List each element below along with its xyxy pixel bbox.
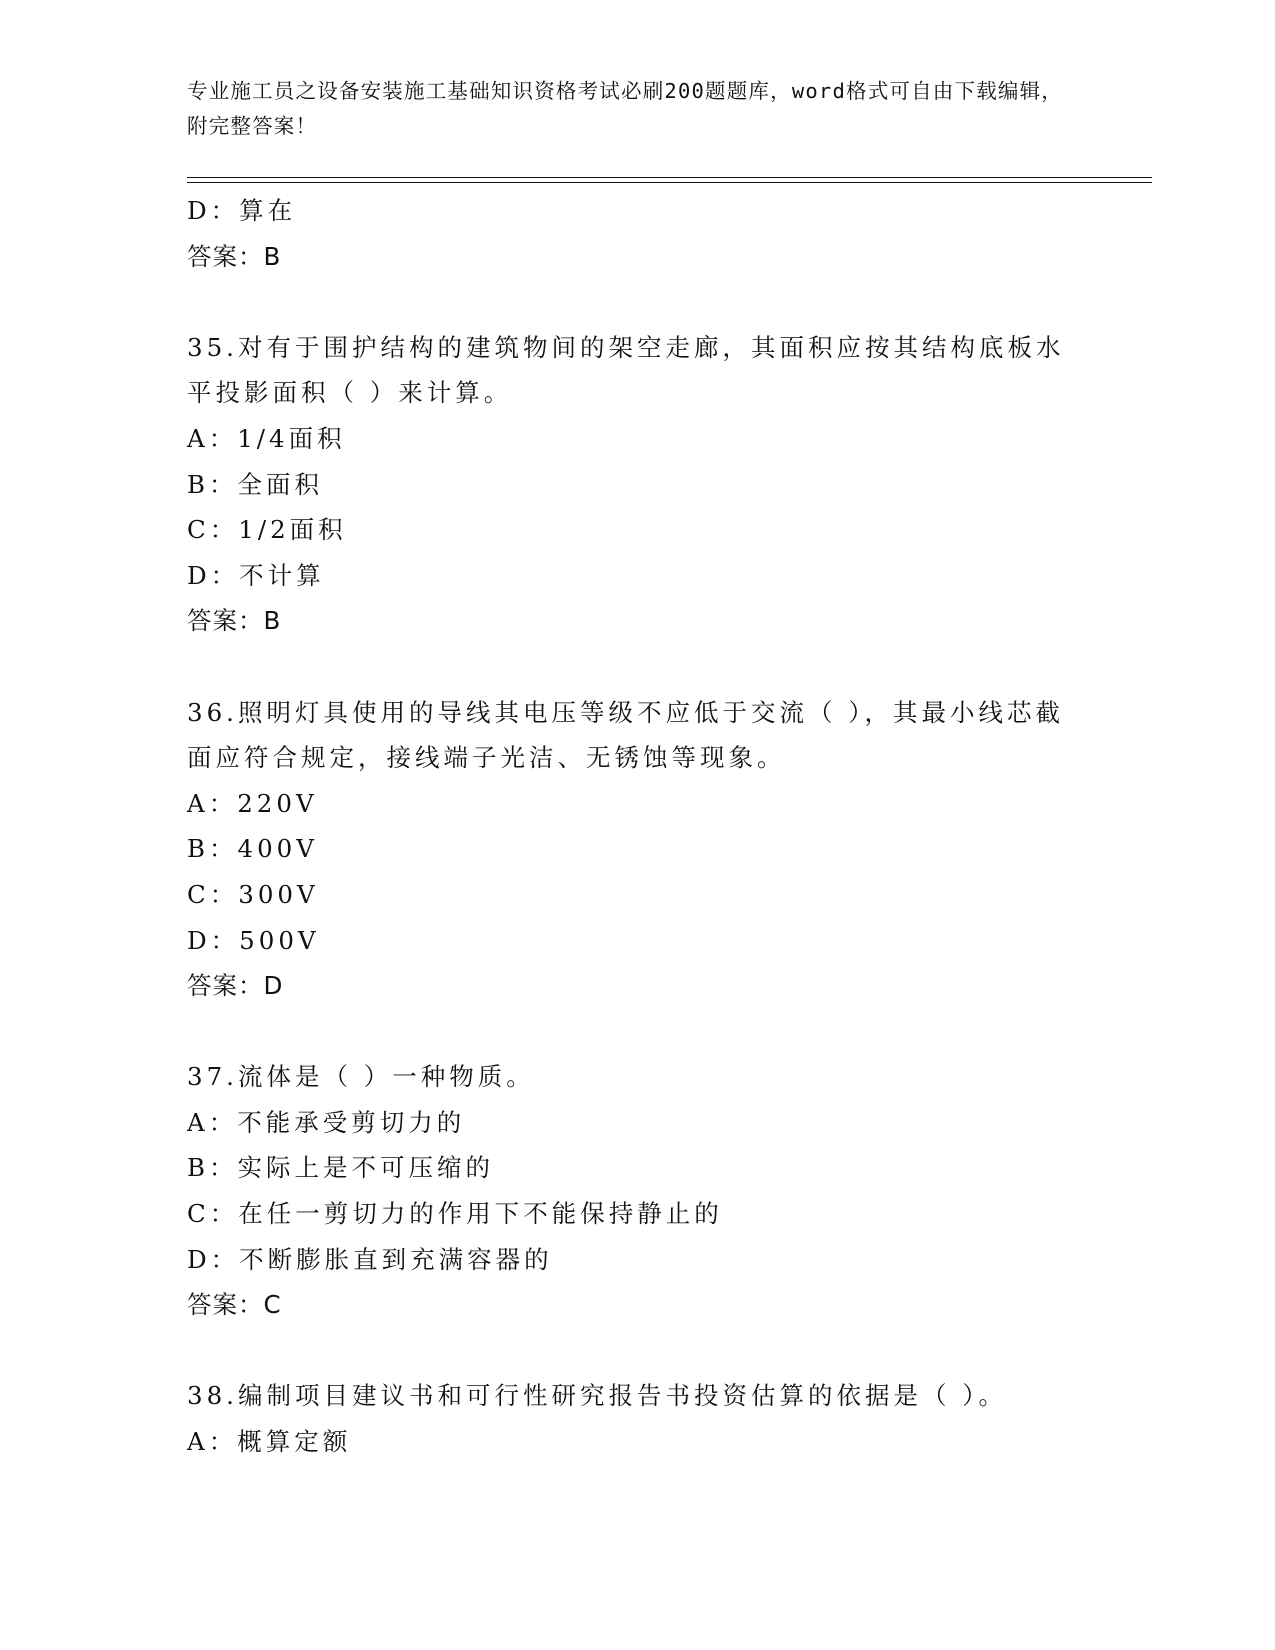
header-rule-bottom [187,182,1152,183]
answer: 答案：B [187,241,282,271]
option-a: A：概算定额 [187,1427,352,1457]
question-stem: 36.照明灯具使用的导线其电压等级不应低于交流（ ），其最小线芯截面应符合规定，接线端子光洁、无锈蚀等现象。 [187,697,1064,773]
question-stem: 38.编制项目建议书和可行性研究报告书投资估算的依据是（ ）。 [187,1381,1007,1411]
question-35 [187,325,1087,644]
option-a: A：1/4面积 [187,423,346,453]
question-38 [187,1373,1087,1464]
option-d: D：不计算 [187,560,325,590]
option-d: D：500V [187,925,320,955]
page-header: 专业施工员之设备安装施工基础知识资格考试必刷200题题库，word格式可自由下载编辑，附完整答案！ [187,79,1063,138]
question-content [187,188,1087,1465]
answer: 答案：D [187,971,284,1001]
option-b: B：400V [187,834,318,864]
question-36 [187,690,1087,1009]
option-b: B：全面积 [187,469,324,499]
option-c: C：1/2面积 [187,515,347,545]
option-a: A：220V [187,788,318,818]
option-b: B：实际上是不可压缩的 [187,1153,495,1183]
option-d: D：算在 [187,196,297,225]
option-c: C：300V [187,879,319,909]
option-a: A：不能承受剪切力的 [187,1107,466,1137]
question-stem: 37.流体是（ ）一种物质。 [187,1062,535,1092]
option-d: D：不断膨胀直到充满容器的 [187,1244,553,1274]
header-rule-top [187,177,1152,178]
question-37 [187,1054,1087,1328]
option-c: C：在任一剪切力的作用下不能保持静止的 [187,1199,723,1229]
question-stem: 35.对有于围护结构的建筑物间的架空走廊，其面积应按其结构底板水平投影面积（ ）来计算。 [187,332,1065,408]
answer: 答案：C [187,1290,282,1320]
answer: 答案：B [187,606,282,636]
